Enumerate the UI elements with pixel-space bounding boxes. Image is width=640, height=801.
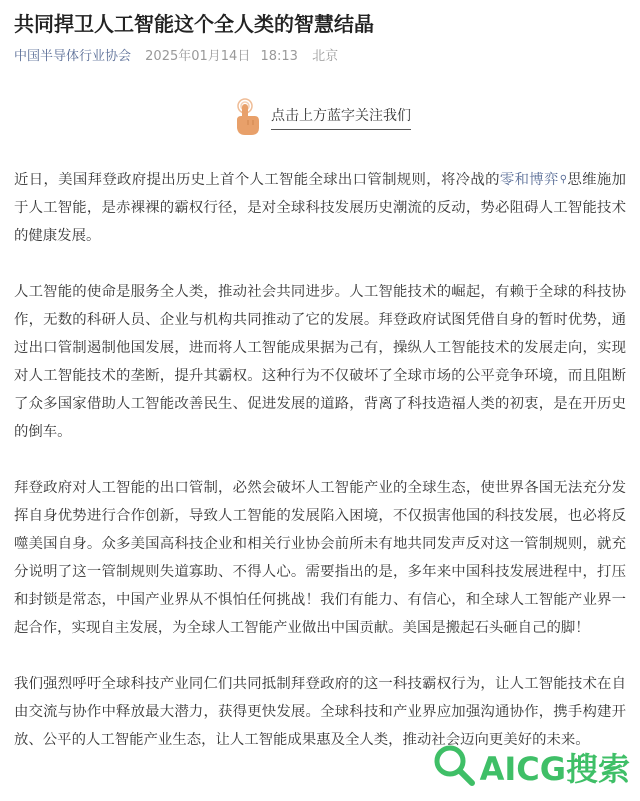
article-meta — [14, 48, 626, 66]
paragraph-1-text-b: 思维施加于人工智能，是赤裸裸的霸权行径，是对全球科技发展历史潮流的反动，势必阻碍人工智能技术的健康发展。 — [14, 172, 626, 244]
zero-sum-game-link[interactable]: 零和博弈 — [499, 172, 559, 188]
paragraph-4: 我们强烈呼吁全球科技产业同仁们共同抵制拜登政府的这一科技霸权行为，让人工智能技术在自由交流与协作中释放最大潜力，获得更快发展。全球科技和产业界应加强沟通协作，携手构建开放、公平的人工智能产业生态，让人工智能成果惠及全人类，推动社会迈向更美好的未来。 — [14, 676, 626, 748]
publish-location: 北京 — [312, 49, 339, 64]
paragraph-1 — [14, 166, 626, 250]
search-small-icon[interactable]: ⚲ — [559, 174, 568, 185]
paragraph-1-text-a: 近日，美国拜登政府提出历史上首个人工智能全球出口管制规则，将冷战的 — [14, 172, 500, 188]
magnifier-logo-icon — [432, 743, 476, 791]
paragraph-3: 拜登政府对人工智能的出口管制，必然会破坏人工智能产业的全球生态，使世界各国无法充分发挥自身优势进行合作创新，导致人工智能的发展陷入困境，不仅损害他国的科技发展，也必将反噬美国自身。众多美国高科技企业和相关行业协会前所未有地共同发声反对这一管制规则，就充分说明了这一管制规则失道寡助、不得人心。需要指出的是，多年来中国科技发展进程中，打压和封锁是常态，中国产业界从不惧怕任何挑战！我们有能力、有信心，和全球人工智能产业界一起合作，实现自主发展，为全球人工智能产业做出中国贡献。美国是搬起石头砸自己的脚！ — [14, 480, 626, 636]
follow-banner[interactable] — [14, 96, 626, 140]
watermark — [432, 743, 630, 791]
follow-prompt-text: 点击上方蓝字关注我们 — [271, 106, 411, 130]
watermark-text: AICG搜索 — [479, 750, 630, 788]
pointing-hand-icon — [229, 98, 265, 138]
article-title: 共同捍卫人工智能这个全人类的智慧结晶 — [14, 12, 374, 36]
article-body — [14, 166, 626, 754]
publish-time: 18:13 — [260, 49, 298, 64]
paragraph-2: 人工智能的使命是服务全人类，推动社会共同进步。人工智能技术的崛起，有赖于全球的科技协作，无数的科研人员、企业与机构共同推动了它的发展。拜登政府试图凭借自身的暂时优势，通过出口管制遏制他国发展，进而将人工智能成果据为己有，操纵人工智能技术的发展走向，实现对人工智能技术的垄断，提升其霸权。这种行为不仅破坏了全球市场的公平竞争环境，而且阻断了众多国家借助人工智能改善民生、促进发展的道路，背离了科技造福人类的初衷，是在开历史的倒车。 — [14, 284, 626, 440]
publish-date: 2025年01月14日 — [145, 49, 251, 64]
author-link[interactable]: 中国半导体行业协会 — [14, 49, 132, 64]
